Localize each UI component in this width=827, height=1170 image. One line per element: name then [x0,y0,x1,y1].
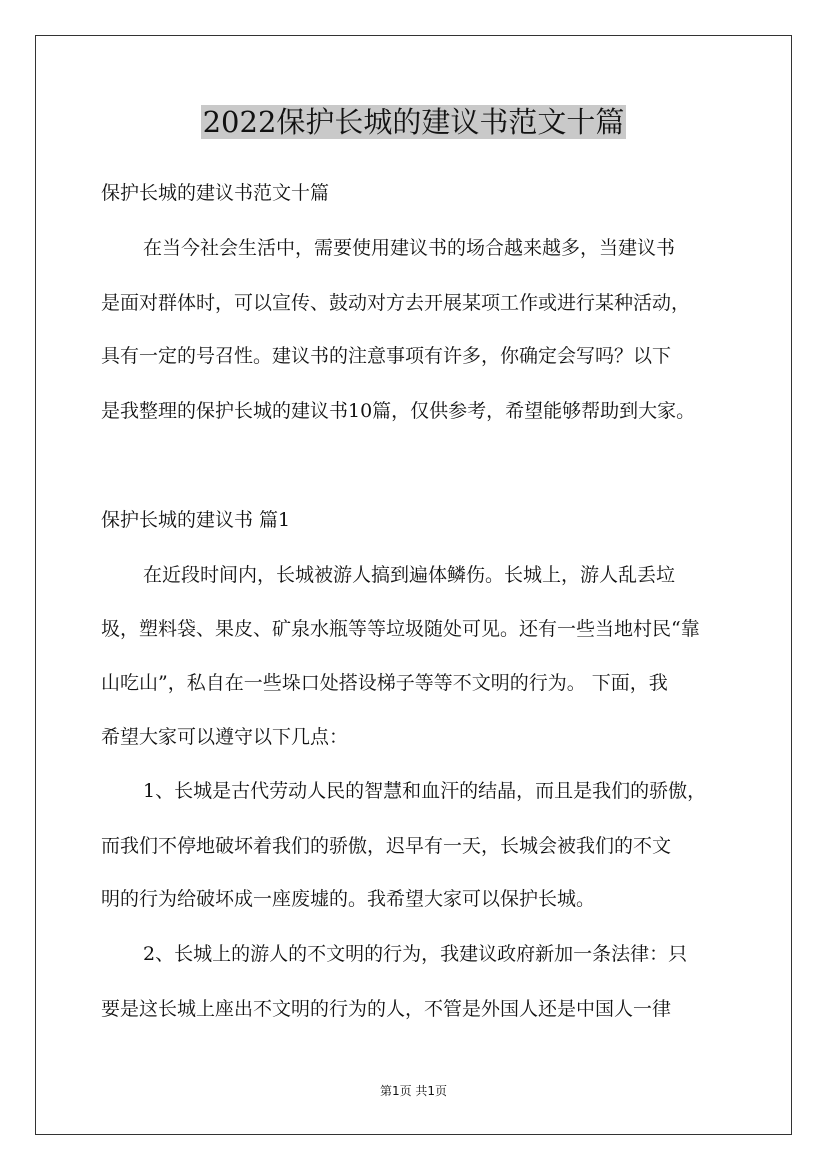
paragraph-line: 圾，塑料袋、果皮、矿泉水瓶等等垃圾随处可见。还有一些当地村民“靠 [101,618,700,640]
paragraph-line: 在当今社会生活中，需要使用建议书的场合越来越多，当建议书 [143,237,676,259]
paragraph-line: 是我整理的保护长城的建议书10篇，仅供参考，希望能够帮助到大家。 [101,400,696,422]
section-heading: 保护长城的建议书 篇1 [101,509,291,531]
paragraph-line: 山吃山”，私自在一些垛口处搭设梯子等等不文明的行为。 下面，我 [101,672,668,694]
document-title [0,98,827,146]
paragraph-line: 而我们不停地破坏着我们的骄傲，迟早有一天，长城会被我们的不文 [101,835,672,857]
page-number-label: 第1页 共1页 [379,1084,448,1098]
paragraph-line: 1、长城是古代劳动人民的智慧和血汗的结晶，而且是我们的骄傲， [143,780,707,802]
page-footer [0,1083,827,1099]
document-title-text: 2022保护长城的建议书范文十篇 [202,105,625,139]
subtitle-line: 保护长城的建议书范文十篇 [101,182,330,204]
paragraph-line: 明的行为给破坏成一座废墟的。我希望大家可以保护长城。 [101,888,596,910]
paragraph-line: 希望大家可以遵守以下几点： [101,726,349,748]
paragraph-line: 是面对群体时，可以宣传、鼓动对方去开展某项工作或进行某种活动， [101,292,691,314]
paragraph-line: 2、长城上的游人的不文明的行为，我建议政府新加一条法律：只 [143,943,688,965]
paragraph-line: 具有一定的号召性。建议书的注意事项有许多，你确定会写吗？以下 [101,345,672,367]
paragraph-line: 要是这长城上座出不文明的行为的人，不管是外国人还是中国人一律 [101,998,672,1020]
paragraph-line: 在近段时间内，长城被游人搞到遍体鳞伤。长城上，游人乱丢垃 [143,564,676,586]
